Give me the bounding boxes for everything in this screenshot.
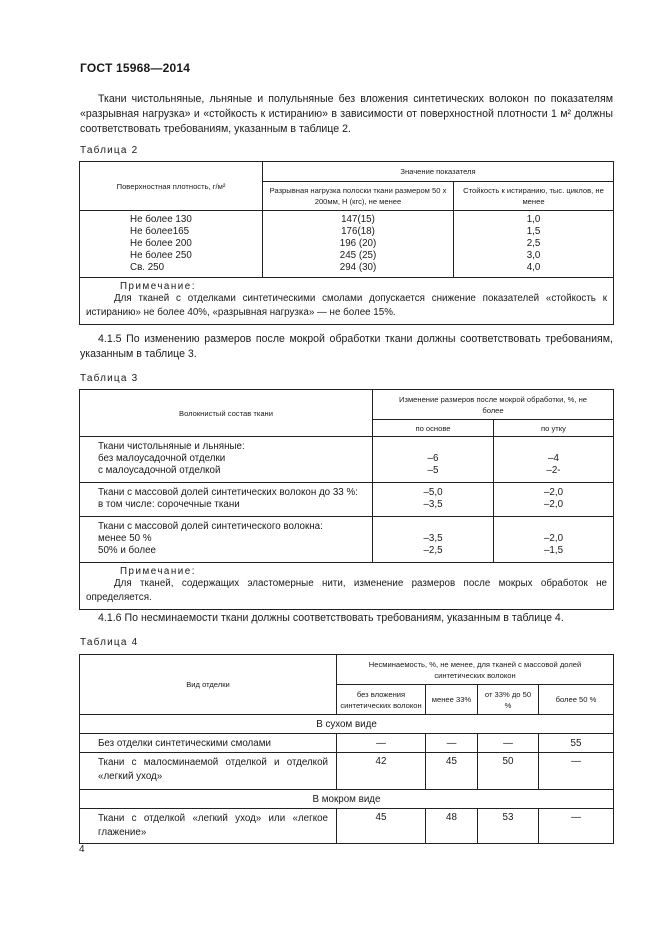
t3-weft-value: –2,0	[543, 487, 564, 498]
t2-note-caption: Примечание:	[120, 281, 196, 292]
table-4	[79, 654, 614, 844]
t4-row3-value: 45	[337, 809, 426, 844]
t3-weft-value	[494, 441, 613, 453]
t2-load-value: 245 (25)	[339, 250, 377, 261]
t2-col-load-header: Разрывная нагрузка полоски ткани размером 50 х 200мм, Н (кгс), не менее	[263, 182, 454, 211]
t2-density-value: Не более 130	[130, 214, 192, 225]
page-number: 4	[79, 844, 85, 855]
table2-caption: Таблица 2	[80, 145, 139, 156]
t3-group2-weft	[494, 483, 614, 517]
t4-subheader-gt50: более 50 %	[539, 685, 614, 715]
t4-row2-value: 45	[426, 753, 478, 790]
t3-text-line: в том числе: сорочечные ткани	[98, 499, 240, 510]
t2-load-value: 147(15)	[341, 214, 375, 225]
t2-abrasion-value: 1,0	[526, 214, 541, 225]
table4-caption: Таблица 4	[80, 637, 139, 648]
t3-warp-value	[373, 521, 493, 533]
t2-density-value: Св. 250	[130, 262, 165, 273]
t3-text-line: Ткани с массовой долей синтетического волокна:	[98, 521, 323, 532]
t4-row3-value: 53	[478, 809, 539, 844]
paragraph-4-1-5: 4.1.5 По изменению размеров после мокрой обработки ткани должны соответствовать требованиям, указанным в таблице 3.	[80, 333, 613, 360]
t2-abrasion-value: 2,5	[526, 238, 541, 249]
t4-row2-value: —	[539, 753, 614, 790]
t4-subheader-none: без вложения синтетических волокон	[337, 685, 426, 715]
t4-subheader-33-50: от 33% до 50 %	[478, 685, 539, 715]
t2-load-value: 294 (30)	[339, 262, 377, 273]
t3-group-header: Изменение размеров после мокрой обработки, %, не более	[373, 390, 614, 420]
t4-group-header: Несминаемость, %, не менее, для тканей с массовой долей синтетических волокон	[337, 655, 614, 685]
t3-warp-value: –2,5	[423, 545, 443, 556]
t3-group2-warp	[373, 483, 494, 517]
t4-row1-value: 55	[539, 734, 614, 753]
t2-density-value: Не более165	[130, 226, 190, 237]
t3-text-line: с малоусадочной отделкой	[98, 465, 221, 476]
table-3	[79, 389, 614, 610]
t3-col-composition-header: Волокнистый состав ткани	[80, 390, 373, 437]
t4-row2-value: 50	[478, 753, 539, 790]
t2-abrasion-value: 3,0	[526, 250, 541, 261]
t4-row3-value: —	[539, 809, 614, 844]
intro-paragraph: Ткани чистольняные, льняные и полульняные без вложения синтетических волокон по показателям «разрывная нагрузка» и «стойкость к истиранию» в зависимости от поверхностной плотности 1 м² должны соответствовать требованиям, указанным в таблице 2.	[80, 93, 613, 135]
t2-density-cell	[80, 211, 263, 278]
t2-density-value: Не более 250	[130, 250, 192, 261]
t3-text-line: менее 50 %	[98, 533, 152, 544]
t3-group3-warp	[373, 517, 494, 563]
t2-abrasion-cell	[454, 211, 614, 278]
t4-row3-value: 48	[426, 809, 478, 844]
t3-note-text: Для тканей, содержащих эластомерные нити, изменение размеров после мокрых обработок не определяется.	[86, 578, 607, 603]
t2-col-density-header: Поверхностная плотность, г/м²	[80, 162, 263, 211]
t3-weft-value: –1,5	[543, 545, 564, 556]
t3-group1-weft	[494, 437, 614, 483]
t3-warp-value: –5	[427, 465, 439, 476]
t3-text-line: без малоусадочной отделки	[98, 453, 226, 464]
t4-row1-value: —	[426, 734, 478, 753]
t4-section-wet: В мокром виде	[80, 790, 614, 809]
t3-weft-value: –2-	[546, 465, 561, 476]
t2-abrasion-value: 1,5	[526, 226, 541, 237]
t3-text-line: Ткани с массовой долей синтетических волокон до 33 %:	[98, 487, 358, 498]
t4-row1-value: —	[478, 734, 539, 753]
t3-text-line: 50% и более	[98, 545, 156, 556]
t3-warp-value: –5,0	[423, 487, 443, 498]
t4-section-dry: В сухом виде	[80, 715, 614, 734]
t3-warp-value: –6	[427, 453, 439, 464]
table-2	[79, 161, 614, 325]
t4-row1-label: Без отделки синтетическими смолами	[80, 734, 337, 753]
t2-note-text: Для тканей с отделками синтетическими смолами допускается снижение показателей «стойкость к истиранию» не более 40%, «разрывная нагрузка» — не более 15%.	[86, 293, 607, 318]
t3-group3-composition	[80, 517, 373, 563]
t4-row3-label: Ткани с отделкой «легкий уход» или «легкое глажение»	[80, 809, 337, 844]
t2-note	[80, 278, 614, 325]
t2-group-header: Значение показателя	[263, 162, 614, 182]
table3-caption: Таблица 3	[80, 373, 139, 384]
t3-note-caption: Примечание:	[120, 566, 196, 577]
t4-row2-label: Ткани с малосминаемой отделкой и отделкой «легкий уход»	[80, 753, 337, 790]
t3-col-weft-header: по утку	[494, 420, 614, 437]
t3-group1-warp	[373, 437, 494, 483]
t3-weft-value: –2,0	[543, 533, 564, 544]
t3-group3-weft	[494, 517, 614, 563]
t3-group1-composition	[80, 437, 373, 483]
t2-density-value: Не более 200	[130, 238, 192, 249]
t2-load-value: 176(18)	[341, 226, 375, 237]
document-header: ГОСТ 15968—2014	[80, 61, 191, 75]
t2-col-abrasion-header: Стойкость к истиранию, тыс. циклов, не менее	[454, 182, 614, 211]
t3-weft-value	[494, 521, 613, 533]
t3-col-warp-header: по основе	[373, 420, 494, 437]
t3-weft-value: –4	[548, 453, 559, 464]
t3-text-line: Ткани чистольняные и льняные:	[98, 441, 245, 452]
paragraph-4-1-6: 4.1.6 По несминаемости ткани должны соответствовать требованиям, указанным в таблице 4.	[98, 612, 564, 624]
t3-warp-value: –3,5	[423, 499, 443, 510]
t2-load-value: 196 (20)	[339, 238, 377, 249]
t3-group2-composition	[80, 483, 373, 517]
t3-weft-value: –2,0	[543, 499, 564, 510]
t3-warp-value	[373, 441, 493, 453]
t3-warp-value: –3,5	[423, 533, 443, 544]
t4-col-finish-header: Вид отделки	[80, 655, 337, 715]
t4-row1-value: —	[337, 734, 426, 753]
t2-load-cell	[263, 211, 454, 278]
t2-abrasion-value: 4,0	[526, 262, 541, 273]
t4-subheader-lt33: менее 33%	[426, 685, 478, 715]
t4-row2-value: 42	[337, 753, 426, 790]
t3-note	[80, 563, 614, 610]
